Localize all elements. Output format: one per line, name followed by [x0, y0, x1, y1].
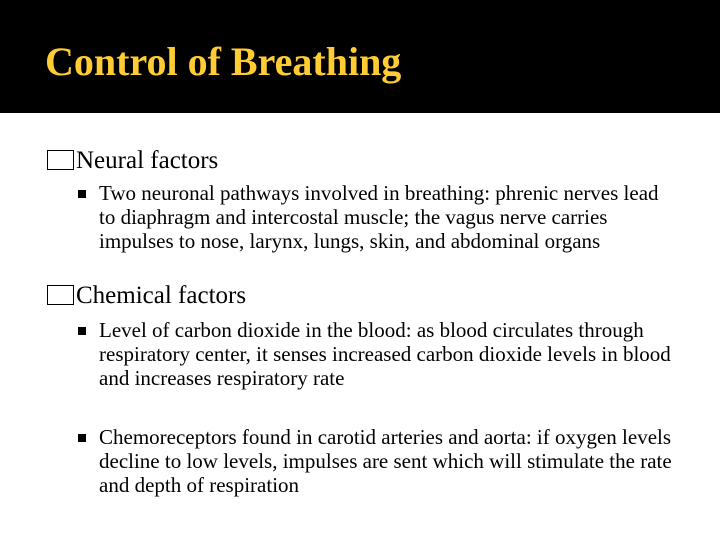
square-bullet-icon	[78, 327, 86, 335]
missing-glyph-bullet-icon	[47, 285, 74, 305]
section-heading-label: Neural factors	[76, 147, 219, 174]
slide-title: Control of Breathing	[45, 39, 402, 84]
bullet-item-neural-pathways	[78, 181, 678, 253]
section-heading-label: Chemical factors	[76, 282, 247, 309]
missing-glyph-bullet-icon	[47, 150, 74, 170]
section-heading-neural	[47, 146, 218, 176]
bullet-text: Two neuronal pathways involved in breathing: phrenic nerves lead to diaphragm and intercostal muscle; the vagus nerve carries impulses to nose, larynx, lungs, skin, and abdominal organs	[99, 181, 659, 253]
bullet-item-carbon-dioxide	[78, 318, 678, 390]
bullet-text: Chemoreceptors found in carotid arteries and aorta: if oxygen levels decline to low levels, impulses are sent which will stimulate the rate and depth of respiration	[99, 425, 672, 497]
section-heading-chemical	[47, 281, 246, 311]
bullet-item-chemoreceptors	[78, 425, 678, 497]
square-bullet-icon	[78, 190, 86, 198]
bullet-text: Level of carbon dioxide in the blood: as blood circulates through respiratory center, it senses increased carbon dioxide levels in blood and increases respiratory rate	[99, 318, 671, 390]
square-bullet-icon	[78, 434, 86, 442]
